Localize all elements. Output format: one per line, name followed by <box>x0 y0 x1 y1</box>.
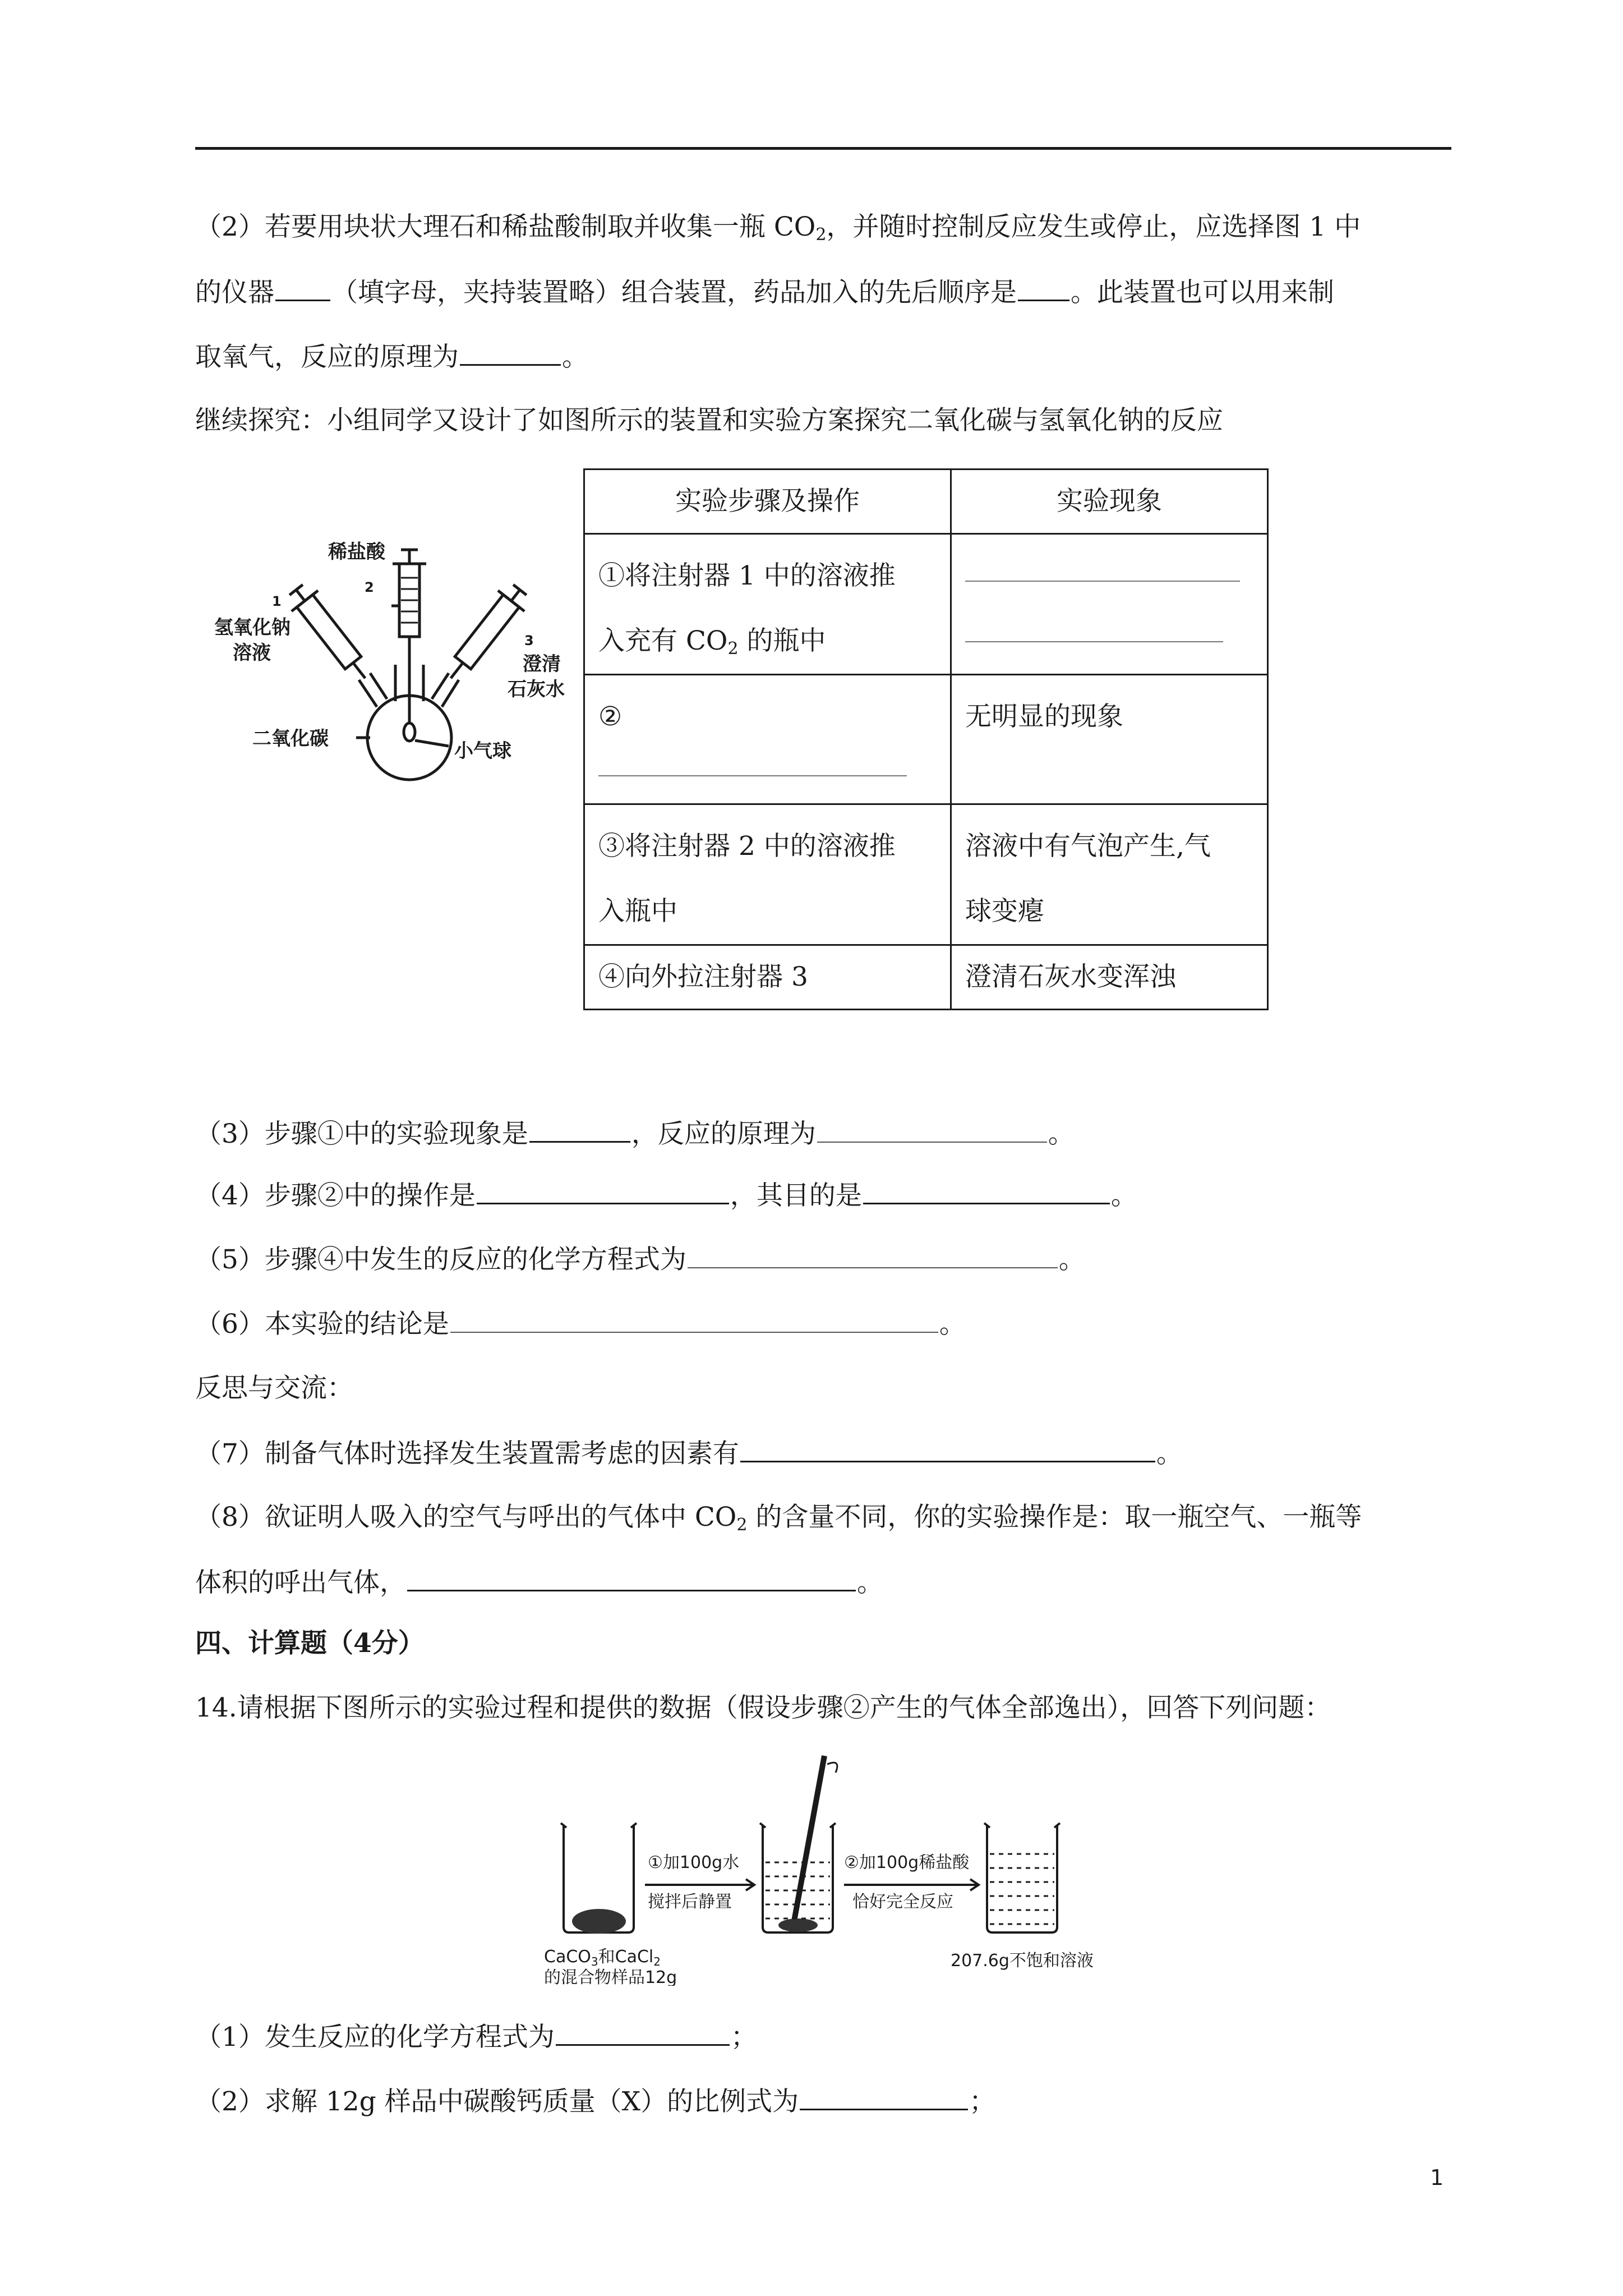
q14-text: 14.请根据下图所示的实验过程和提供的数据（假设步骤②产生的气体全部逸出），回答下列问题： <box>195 1692 1331 1723</box>
label-syringe-2: 2 <box>365 579 374 595</box>
flask-right-neck <box>432 673 459 707</box>
step-cell-1: ①将注射器 1 中的溶液推 入充有 $CO_2$ 的瓶中 <box>584 534 951 675</box>
continue-paragraph: 继续探究：小组同学又设计了如图所示的装置和实验方案探究二氧化碳与氢氧化钠的反应 <box>195 405 1223 436</box>
syringe-2-plunger <box>393 550 426 564</box>
answer-blank[interactable] <box>275 275 330 301</box>
beaker-3 <box>987 1826 1057 1932</box>
phenomenon-cell-3: 溶液中有气泡产生,气 球变瘪 <box>951 804 1268 945</box>
label-limewater-line2: 石灰水 <box>508 678 565 701</box>
apparatus-diagram <box>202 539 589 797</box>
phenomenon-cell-4: 澄清石灰水变浑浊 <box>951 945 1268 1010</box>
answer-blank[interactable] <box>800 2084 968 2110</box>
syringe-3 <box>437 579 533 689</box>
phenomenon-cell-1[interactable] <box>951 534 1268 675</box>
step-2-label-line1: ②加100g稀盐酸 <box>844 1853 970 1872</box>
sample-solid-2 <box>778 1918 818 1932</box>
step-cell-3: ③将注射器 2 中的溶液推 入瓶中 <box>584 804 951 945</box>
table-row <box>584 804 1268 945</box>
step-2-label-line2: 恰好完全反应 <box>852 1892 953 1912</box>
label-acid: 稀盐酸 <box>328 541 385 563</box>
beaker-process-diagram <box>538 1750 1110 1986</box>
page-number: 1 <box>1430 2165 1444 2190</box>
q6: （6）本实验的结论是 。 <box>195 1307 1451 1341</box>
answer-blank[interactable] <box>477 1178 729 1204</box>
answer-blank[interactable] <box>740 1436 1155 1462</box>
label-limewater-line1: 澄清 <box>523 653 561 675</box>
answer-line[interactable] <box>965 544 1240 582</box>
calc-q1: （1）发生反应的化学方程式为 ； <box>195 2019 1451 2054</box>
label-naoh-line2: 溶液 <box>233 642 271 664</box>
answer-blank[interactable] <box>407 1565 856 1591</box>
q8-line-2: 体积的呼出气体， 。 <box>195 1565 1451 1600</box>
step-cell-4: ④向外拉注射器 3 <box>584 945 951 1010</box>
q7: （7）制备气体时选择发生装置需考虑的因素有 。 <box>195 1436 1451 1471</box>
experiment-table <box>583 468 1269 1010</box>
label-naoh-line1: 氢氧化钠 <box>214 616 291 639</box>
label-co2: 二氧化碳 <box>252 728 329 750</box>
reflect-heading: 反思与交流： <box>195 1373 353 1404</box>
label-syringe-1: 1 <box>272 593 282 609</box>
step-1-label-line2: 搅拌后静置 <box>648 1892 732 1912</box>
q5: （5）步骤④中发生的反应的化学方程式为 。 <box>195 1243 1451 1277</box>
q8-line-1: （8）欲证明人吸入的空气与呼出的气体中 $CO_2$ 的含量不同，你的实验操作是：取一瓶空气、一瓶等 <box>195 1502 1362 1535</box>
flask-left-neck <box>359 673 387 707</box>
step-1-label-line1: ①加100g水 <box>648 1853 740 1872</box>
label-syringe-3: 3 <box>524 633 534 648</box>
header-rule <box>195 147 1451 150</box>
answer-blank[interactable] <box>556 2019 730 2046</box>
answer-blank[interactable] <box>529 1116 630 1143</box>
answer-line[interactable] <box>598 738 907 776</box>
table-header-row <box>584 470 1268 534</box>
table-row <box>584 945 1268 1010</box>
label-balloon: 小气球 <box>454 740 511 762</box>
small-balloon <box>404 723 415 741</box>
arrow-step-2 <box>844 1879 979 1890</box>
table-row <box>584 675 1268 804</box>
header-steps: 实验步骤及操作 <box>584 470 951 534</box>
table-row <box>584 534 1268 675</box>
calc-q2: （2）求解 12g 样品中碳酸钙质量（X）的比例式为 ； <box>195 2084 1451 2119</box>
answer-blank[interactable] <box>863 1178 1110 1204</box>
q3: （3）步骤①中的实验现象是 ，反应的原理为 。 <box>195 1116 1451 1151</box>
syringe-1 <box>283 579 378 689</box>
header-phenomena: 实验现象 <box>951 470 1268 534</box>
phenomenon-cell-2: 无明显的现象 <box>951 675 1268 804</box>
q2-line-3: 取氧气，反应的原理为 。 <box>195 339 1451 374</box>
q2-line-1: （2）若要用块状大理石和稀盐酸制取并收集一瓶 $CO_2$，并随时控制反应发生或停止，应选择图 1 中 <box>195 211 1361 245</box>
answer-blank[interactable] <box>450 1307 938 1333</box>
caption-1-line1: CaCO$_3$和CaCl$_2$ <box>544 1947 661 1968</box>
step-cell-2[interactable]: ② <box>584 675 951 804</box>
answer-blank[interactable] <box>460 339 561 366</box>
caption-3: 207.6g不饱和溶液 <box>951 1951 1094 1971</box>
stirring-rod <box>794 1756 824 1924</box>
caption-1-line2: 的混合物样品12g <box>544 1968 677 1986</box>
q2-line-2: 的仪器 （填字母，夹持装置略）组合装置，药品加入的先后顺序是 。此装置也可以用来制 <box>195 275 1451 310</box>
q4: （4）步骤②中的操作是 ，其目的是 。 <box>195 1178 1451 1213</box>
balloon-pointer <box>415 740 449 746</box>
answer-line[interactable] <box>965 604 1223 642</box>
answer-blank[interactable] <box>817 1117 1047 1143</box>
section-4-heading: 四、计算题（4分） <box>195 1628 425 1659</box>
answer-blank[interactable] <box>1018 275 1069 301</box>
sample-solid <box>572 1909 626 1934</box>
liquid-3 <box>990 1854 1054 1924</box>
arrow-step-1 <box>645 1879 754 1890</box>
answer-blank[interactable] <box>688 1243 1058 1268</box>
